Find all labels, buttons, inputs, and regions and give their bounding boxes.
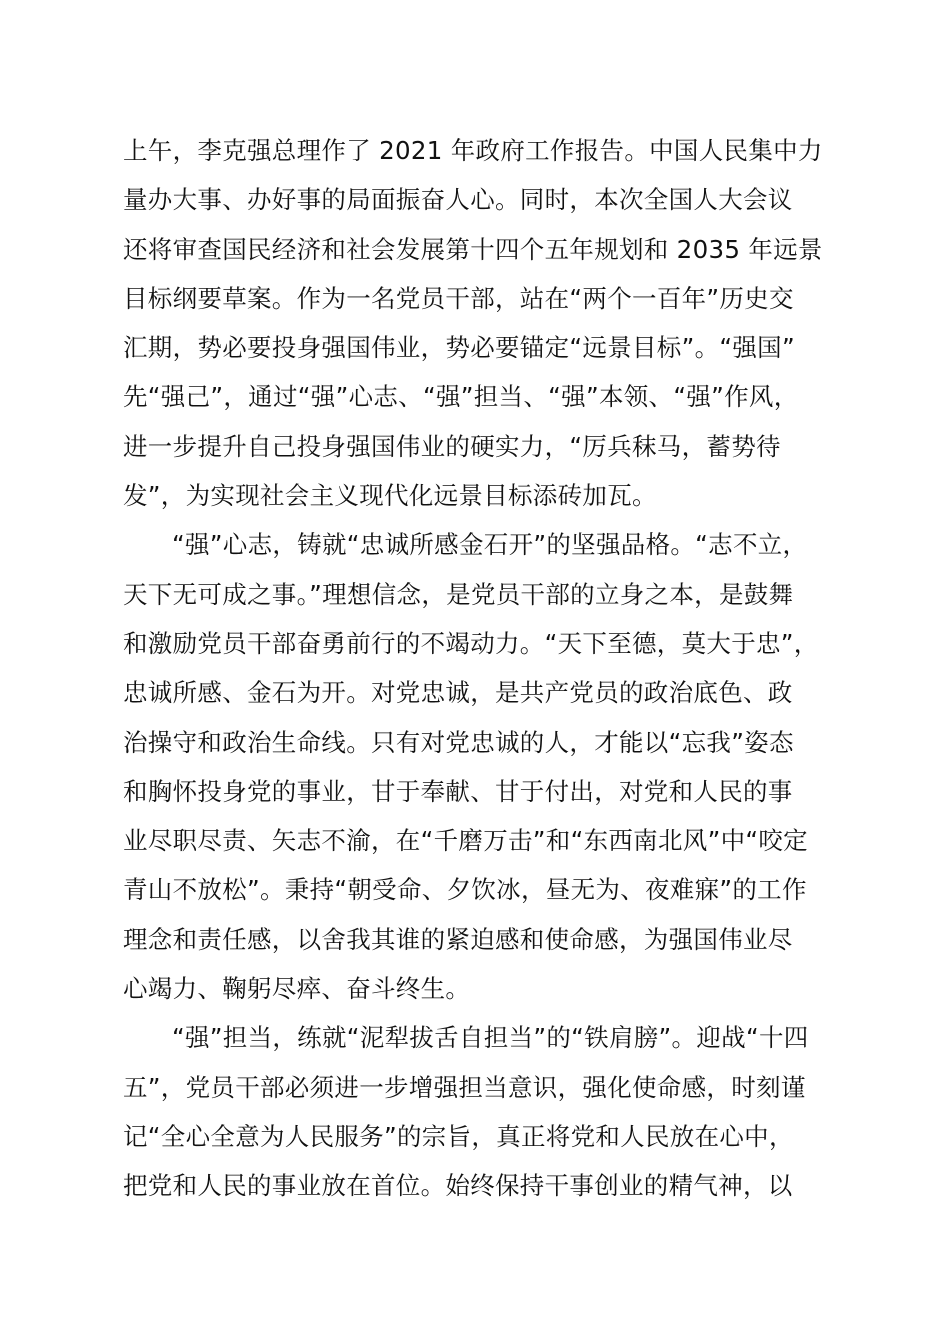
- text-line: 汇期，势必要投身强国伟业，势必要锚定“远景目标”。“强国”: [123, 333, 795, 363]
- text-line: 忠诚所感、金石为开。对党忠诚，是共产党员的政治底色、政: [123, 678, 793, 708]
- text-line: 把党和人民的事业放在首位。始终保持干事创业的精气神，以: [123, 1171, 793, 1201]
- text-line: 青山不放松”。秉持“朝受命、夕饮冰，昼无为、夜难寐”的工作: [123, 875, 807, 905]
- text-line: 目标纲要草案。作为一名党员干部，站在“两个一百年”历史交: [123, 283, 794, 313]
- text-line: 五”，党员干部必须进一步增强担当意识，强化使命感，时刻谨: [123, 1072, 806, 1102]
- text-line: 治操守和政治生命线。只有对党忠诚的人，才能以“忘我”姿态: [123, 727, 794, 757]
- text-line: 理念和责任感，以舍我其谁的紧迫感和使命感，为强国伟业尽: [123, 924, 793, 954]
- text-line: 业尽职尽责、矢志不渝，在“千磨万击”和“东西南北风”中“咬定: [123, 826, 808, 856]
- text-line: 进一步提升自己投身强国伟业的硬实力，“厉兵秣马，蓄势待: [123, 431, 781, 461]
- text-line: 和胸怀投身党的事业，甘于奉献、甘于付出，对党和人民的事: [123, 776, 793, 806]
- text-line: 发”，为实现社会主义现代化远景目标添砖加瓦。: [123, 481, 657, 511]
- text-line: 量办大事、办好事的局面振奋人心。同时，本次全国人大会议: [123, 185, 793, 215]
- text-line: 记“全心全意为人民服务”的宗旨，真正将党和人民放在心中，: [123, 1121, 794, 1151]
- paragraph-start-line: “强”担当，练就“泥犁拔舌自担当”的“铁肩膀”。迎战“十四: [172, 1023, 809, 1053]
- body-text: [123, 126, 843, 1211]
- text-line: 上午，李克强总理作了 2021 年政府工作报告。中国人民集中力: [123, 136, 823, 165]
- paragraph-start-line: “强”心志，铸就“忠诚所感金石开”的坚强品格。“志不立，: [172, 530, 808, 560]
- text-line: 先“强己”，通过“强”心志、“强”担当、“强”本领、“强”作风，: [123, 382, 799, 412]
- text-line: 还将审查国民经济和社会发展第十四个五年规划和 2035 年远景: [123, 234, 823, 264]
- text-line: 和激励党员干部奋勇前行的不竭动力。“天下至德，莫大于忠”，: [123, 628, 819, 658]
- text-line: 天下无可成之事。”理想信念，是党员干部的立身之本，是鼓舞: [123, 579, 794, 609]
- text-line: 心竭力、鞠躬尽瘁、奋斗终生。: [123, 974, 471, 1004]
